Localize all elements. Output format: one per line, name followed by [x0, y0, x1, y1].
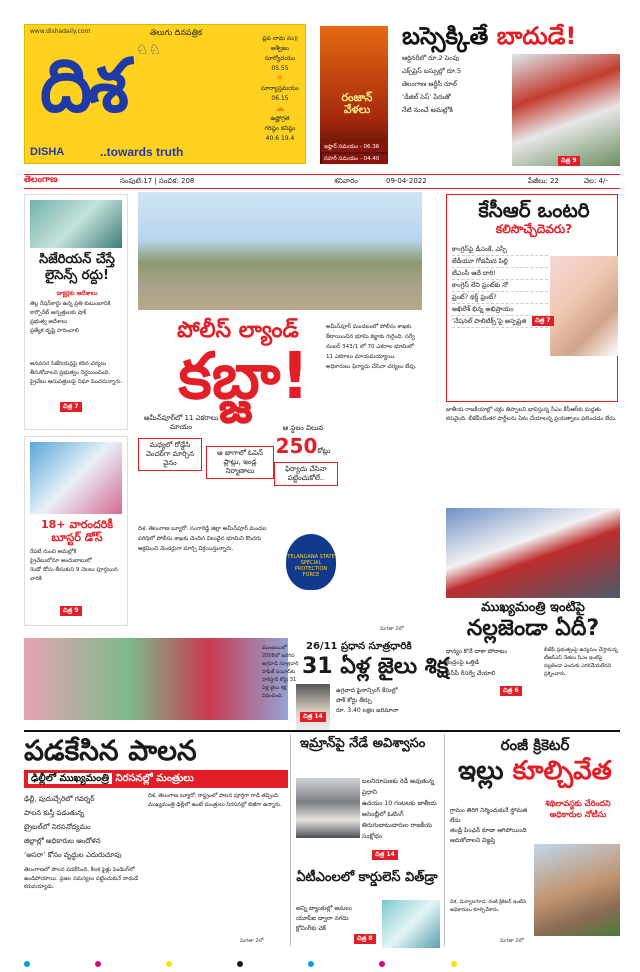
cm-flag-headline-top[interactable]: ముఖ్యమంత్రి ఇంటిపై	[481, 600, 585, 615]
yellow-dot	[451, 961, 457, 967]
headline-part: ఇల్లు	[458, 756, 513, 786]
magenta-dot	[379, 961, 385, 967]
list-item: ఎక్స్‌ప్రెస్ బస్సుల్లో రూ.5	[402, 67, 462, 75]
yellow-dot	[166, 961, 172, 967]
page-ref-badge[interactable]: చిత్ర 14	[372, 850, 398, 860]
governance-body-2: తెలంగాణలో పాలన పడకేసింది. కీలక ఫైళ్లు పెండింగ్‌లో ఉండిపోయాయి. ప్రజల సమస్యలు పట్టించుకునే నాథుడే కరువయ్యాడు.	[24, 867, 139, 891]
top-story-headline[interactable]	[402, 22, 576, 56]
atm-points	[296, 904, 380, 934]
bus-photo[interactable]	[512, 54, 620, 166]
booster-points	[30, 548, 124, 584]
continued-note[interactable]: మిగతా 2లో	[240, 938, 264, 944]
column-divider	[444, 734, 445, 946]
list-item: అన్ని బ్యాంకుల్లో అమలు	[296, 905, 352, 912]
list-item: ‘డీజిల్ సెస్’ పేరుతో	[402, 93, 451, 101]
atm-headline[interactable]: ఏటీఎంలలో కార్డులెస్ విత్‌డ్రా	[296, 870, 438, 885]
magenta-dot	[95, 961, 101, 967]
edition-strip	[24, 174, 620, 189]
list-item: ‘ఆసరా’ కోసం వృద్ధుల ఎదురుచూపు	[24, 851, 122, 859]
protest-photo[interactable]	[446, 508, 620, 598]
site-url[interactable]: www.dishadaily.com	[30, 28, 91, 35]
headline-part: బస్సెక్కితే	[402, 22, 497, 50]
continued-note[interactable]: మిగతా 2లో	[500, 938, 524, 944]
list-item: ఆదుకోవాలని విజ్ఞప్తి	[450, 837, 496, 844]
issue-info: సంపుటి:17 | సంచిక: 208	[120, 177, 195, 185]
list-item: డీసీసీ రీసర్వే చేయాలి	[446, 670, 496, 677]
max-temp-label: గరిష్ఠం	[264, 125, 279, 132]
list-item: బలనిరూపణకు రెడీ అవుతున్న ప్రధాని	[362, 778, 435, 796]
land-value-box	[268, 424, 338, 458]
main-sub-4: ఫిర్యాదు చేసినా పట్టించుకోలే..	[274, 462, 338, 486]
page-ref-badge[interactable]: చిత్ర 7	[532, 316, 554, 326]
headline-highlight: బాదుడే!	[496, 22, 577, 50]
kcr-headline[interactable]: కేసీఆర్ ఒంటరి	[478, 198, 590, 222]
page-ref-badge[interactable]: చిత్ర 8	[354, 934, 376, 944]
cyan-dot	[24, 961, 30, 967]
cesarean-headline[interactable]: సిజేరియన్ చేస్తే లైసెన్స్ రద్దు!	[39, 252, 115, 283]
sunrise-label: సూర్యోదయం	[264, 55, 296, 62]
cm-flag-points	[446, 646, 542, 679]
brand-tagline: ..towards truth	[100, 145, 184, 159]
ranji-points	[450, 806, 534, 846]
page-ref-badge[interactable]: చిత్ర 7	[60, 402, 82, 412]
list-item: తెల్ల రేషన్‌కార్డు ఉన్న ప్రతి కుటుంబానికి	[30, 301, 111, 307]
police-logo-image: TELANGANA STATE SPECIAL PROTECTION FORCE	[286, 534, 336, 590]
newspaper-logo: దిశ	[40, 43, 125, 129]
list-item: యూపీఐ ద్వారా నగదు	[296, 915, 349, 922]
sehri-row: సహరీ సమయం - 04.40	[322, 154, 388, 164]
ramzan-title: రంజాన్ వేళలు	[341, 91, 373, 116]
calendar-year: ప్లవ నామ సం॥	[262, 35, 298, 42]
list-item: ఫ్రంట్? థర్డ్ ఫ్రంట్?	[452, 292, 548, 304]
list-item: కాంగ్రెస్‌పై డీఎంకే, ఎస్పీ	[452, 244, 548, 256]
birds-icon: ♘♘	[136, 42, 162, 58]
land-value-unit: కోట్లు	[317, 447, 331, 455]
iftar-label: ఇఫ్తార్ సమయం	[324, 144, 359, 150]
list-item: టీఎంసీ ఆదే దారి!	[452, 268, 548, 280]
land-value-label: ఆ స్థలం విలువ	[282, 424, 324, 432]
sehri-time: 04.40	[363, 156, 380, 162]
page-ref-badge[interactable]: చిత్ర 9	[558, 156, 580, 166]
black-dot	[237, 961, 243, 967]
land-value: 250	[275, 434, 318, 458]
page-ref-badge[interactable]: చిత్ర 14	[300, 712, 326, 722]
list-item: ఢిల్లీ, పుదుచ్చేరిలో గవర్నర్	[24, 795, 95, 803]
sunset-time: 06.15	[271, 95, 289, 102]
imran-headline[interactable]: ఇమ్రాన్‌పై నేడే అవిశ్వాసం	[300, 736, 426, 751]
surgery-photo	[30, 200, 122, 248]
sunset-label: సూర్యాస్తమయం	[261, 85, 299, 92]
list-item: గ్రామం తిరిగి నిర్మించుకునే స్థోమత లేదు	[450, 807, 528, 824]
imran-photo	[296, 778, 360, 838]
list-item: కాంగ్రెస్ లేని ఫ్రంట్‌కు నో	[452, 280, 548, 292]
min-temp-label: కనిష్ఠం	[280, 125, 296, 132]
main-headline[interactable]: కబ్జా!	[178, 340, 310, 414]
iftar-time: 06.36	[363, 144, 380, 150]
governance-headline[interactable]: పడకేసిన పాలన	[24, 734, 197, 767]
price: వెల: 4/-	[584, 177, 608, 185]
cesarean-sub: డాక్టర్లకు ఆదేశాలు	[56, 290, 98, 297]
list-item: జిల్లాల్లో అధికారుల ఆందోళన	[24, 837, 101, 845]
governance-body: దిశ, తెలంగాణ బ్యూరో: రాష్ట్రంలో పాలన పూర్తిగా గాడి తప్పింది. ముఖ్యమంత్రి ఢిల్లీలో ఉంటే మంత్రులు నిరసనల్లో బిజీగా ఉన్నారు.	[148, 793, 282, 808]
list-item: నేటి నుంచే అమల్లోకి	[402, 106, 453, 114]
list-item: క్లోనింగ్‌కు చెక్	[296, 925, 327, 932]
page-ref-badge[interactable]: చిత్ర 6	[500, 686, 522, 696]
masthead-tag: తెలుగు దినపత్రిక	[150, 28, 203, 37]
max-temp: 40.6	[265, 135, 280, 142]
governance-sub-1: ఢిల్లీలో ముఖ్యమంత్రి	[28, 773, 112, 784]
list-item: ఉదయం 10 గంటలకు జాతీయ అసెంబ్లీలో ఓటింగ్	[362, 800, 437, 818]
cm-flag-headline[interactable]: నల్లజెండా ఏదీ?	[466, 616, 600, 641]
edition-state: తెలంగాణ	[24, 175, 58, 185]
main-sub-2: మధ్యలో రోడ్డేసి వెంచర్‌గా మార్చిన వైనం	[138, 438, 202, 471]
temperature-values	[256, 134, 304, 144]
main-headline-top[interactable]: పోలీస్ ల్యాండ్	[177, 318, 299, 343]
temperature-label: ఉష్ణోగ్రత	[270, 115, 290, 122]
column-divider	[290, 734, 291, 946]
main-body-col1: అమీన్‌పూర్ మండలంలో పోలీసు శాఖకు కేటాయించిన భూమి కబ్జాకు గురైంది. సర్వే నంబర్ 343/1 లో 70 ఎకరాల భూమిలో 11 ఎకరాలు మాయమయ్యాయి. అధికారులు ఫిర్యాదు చేసినా చర్యలు లేవు.	[326, 324, 417, 370]
booster-headline[interactable]: 18+ వారందరికీ బూస్టర్ డోస్	[40, 518, 113, 544]
governance-sub-2: నిరసనల్లో మంత్రులు	[115, 773, 194, 784]
list-item: కార్పొరేట్ ఆస్పత్రులకు షాక్	[30, 310, 87, 316]
page-count: పేజీలు: 22	[528, 177, 559, 185]
list-item: కేంద్రంపై ఒత్తిడి	[446, 659, 480, 666]
list-item: ప్రైవేటులోనూ అందుబాటులో	[30, 558, 92, 564]
police-land-photo[interactable]	[138, 192, 422, 310]
governance-points	[24, 792, 144, 862]
kcr-subhead: కలిసొచ్చేదెవరు?	[495, 222, 573, 236]
list-item: అఖిలేశ్ భిన్న అభిప్రాయం	[452, 304, 548, 316]
terror-headline-top[interactable]: 26/11 ప్రధాన సూత్రధారికి	[306, 641, 412, 652]
list-item: ‘నేషనల్ పాలిటిక్స్’పై అస్పష్టత	[452, 316, 548, 328]
ranji-subhead: శిథిలావస్థకు చేరిందని అధికారుల నోటీసు	[545, 799, 611, 819]
governance-subhead	[24, 770, 288, 788]
page-ref-badge[interactable]: చిత్ర 9	[60, 606, 82, 616]
hafeez-photo	[296, 684, 330, 730]
ranji-body: దిశ, మిర్యాలగూడ: రంజీ క్రికెటర్ ఇంటిని అధికారులు కూల్చివేశారు.	[450, 899, 527, 913]
demolished-house-photo	[534, 844, 620, 936]
sunrise-time: 05.55	[271, 65, 289, 72]
atm-photo	[382, 900, 440, 948]
list-item: ఉగ్రవాద ఫైనాన్సింగ్ కేసుల్లో	[336, 687, 398, 694]
kcr-photo	[550, 256, 618, 356]
cesarean-body: అనవసర సిజేరియన్లపై కఠిన చర్యలు తీసుకోవాలని ప్రభుత్వం నిర్ణయించింది. ప్రైవేటు ఆసుపత్రులపై నిఘా పెంచనున్నారు.	[30, 361, 123, 385]
iftar-row: ఇఫ్తార్ సమయం - 06.36	[322, 142, 388, 152]
main-sub-3: ఆ జాగాలో ఓపెన్ ప్లాట్లు, ఇండ్ల నిర్మాణాలు	[206, 446, 274, 479]
list-item: రేపటి నుంచి అమల్లోకి	[30, 549, 77, 555]
continued-note[interactable]: మిగతా 2లో	[380, 626, 404, 632]
list-item: బ్రైబల్‌లో నిరసనోద్యమం	[24, 823, 91, 831]
list-item: ప్రత్యేక దృష్టి సారించాలి	[30, 328, 79, 334]
sehri-label: సహరీ సమయం	[324, 156, 359, 162]
cm-flag-body: బీజేపీ ప్రభుత్వంపై ఉద్యమం చేస్తామన్న టీఆర్ఎస్ నేతలు సీఎం ఇంటిపై నల్లజెండా ఎందుకు ఎగరవేయలేదని ప్రశ్నించారు.	[544, 647, 618, 677]
ranji-headline-top[interactable]: రంజీ క్రికెటర్	[500, 736, 570, 754]
rally-photo[interactable]	[24, 638, 288, 720]
list-item: ప్రభుత్వ ఆదేశాలు	[30, 319, 68, 325]
cyan-dot	[308, 961, 314, 967]
edition-day: శనివారం	[334, 177, 358, 185]
brand-name: DISHA	[30, 146, 65, 158]
list-item: పాలన కుస్తీ పడుతున్న	[24, 809, 84, 817]
calendar-month: ఆశ్వీజం	[270, 45, 290, 52]
cesarean-points	[30, 300, 124, 336]
terror-headline[interactable]: 31 ఏళ్ల జైలు శిక్ష	[302, 654, 449, 679]
headline-highlight: కూల్చివేత	[512, 756, 612, 786]
cloud-icon: ☁	[275, 103, 285, 114]
list-item: రూ. 3.40 లక్షల జరిమానా	[336, 707, 399, 714]
list-item: ధాన్యం కొనే దాకా పోరాటం	[446, 648, 508, 655]
terror-body: ముంబయిలో 2008లో జరిగిన ఉగ్రదాడి సూత్రధారి హఫీజ్ సయీద్‌కు పాకిస్తాన్ కోర్టు 31 ఏళ్ల జైలు శిక్ష విధించింది.	[262, 645, 299, 699]
edition-date: 09-04-2022	[386, 177, 427, 185]
list-item: రెండో డోసు తీసుకుని 9 నెలలు పూర్తయిన వారికి	[30, 567, 118, 582]
top-story-points	[402, 52, 506, 117]
weather-panel	[256, 34, 304, 144]
temperature-limits	[256, 124, 304, 134]
imran-points	[362, 776, 442, 842]
list-item: ఆర్డినరీలో రూ.2 పెంపు	[402, 54, 460, 62]
vaccine-photo	[30, 442, 122, 514]
min-temp: 19.4	[280, 135, 295, 142]
list-item: జేడీయూ గోడమీద పిల్లి	[452, 256, 548, 268]
section-divider	[24, 730, 620, 732]
list-item: తెలంగాణ ఆర్టీసీ రూల్	[402, 80, 457, 88]
main-body-col2: దిశ, తెలంగాణ బ్యూరో: సంగారెడ్డి జిల్లా అమీన్‌పూర్ మండల పరిధిలో పోలీసు శాఖకు చెందిన విలువైన భూమిని కొందరు ఆక్రమించి వెంచర్లుగా మార్చి విక్రయిస్తున్నారు.	[138, 526, 267, 552]
terror-points	[336, 686, 436, 716]
main-sub-1: అమీన్‌పూర్‌లో 11 ఎకరాలు మాయం	[143, 414, 219, 431]
kcr-body: జాతీయ రాజకీయాల్లో చక్రం తిప్పాలని భావిస్తున్న సీఎం కేసీఆర్‌కు మద్దతు కరువైంది. బీజేపీయేతర పార్టీలను ఏకం చేయాలన్న ప్రయత్నాలు ఫలించడం లేదు.	[446, 407, 617, 422]
list-item: పాక్ కోర్టు తీర్పు	[336, 697, 372, 704]
print-registration-marks	[24, 952, 620, 958]
list-item: తిరుగుబాటుదారుల రాజకీయ సంక్షోభం	[362, 822, 433, 840]
sun-icon: ☀	[275, 73, 285, 84]
list-item: తండ్రి పింఛన్ కూడా ఆగిపోయింది	[450, 827, 527, 834]
ranji-headline[interactable]	[450, 756, 620, 792]
